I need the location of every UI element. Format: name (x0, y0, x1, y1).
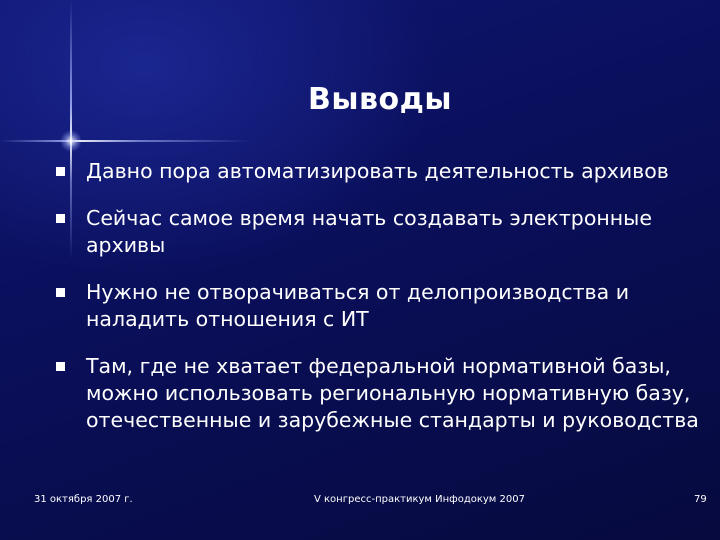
slide-title: Выводы (308, 82, 452, 117)
square-bullet-icon (56, 288, 65, 297)
light-flare-core (60, 130, 82, 152)
bullet-item (48, 205, 708, 259)
square-bullet-icon (56, 214, 65, 223)
bullet-text: Сейчас самое время начать создавать электронные архивы (86, 206, 652, 257)
light-flare-horizontal (0, 140, 250, 142)
footer-event: V конгресс-практикум Инфодокум 2007 (314, 494, 525, 505)
square-bullet-icon (56, 167, 65, 176)
bullet-list (48, 158, 708, 454)
bullet-item (48, 353, 708, 434)
bullet-text: Там, где не хватает федеральной нормативной базы, можно использовать региональную нормативную базу, отечественные и зарубежные стандарты и руководства (86, 354, 699, 432)
bullet-item (48, 158, 708, 185)
bullet-text: Нужно не отворачиваться от делопроизводства и наладить отношения с ИТ (86, 280, 630, 331)
bullet-item (48, 279, 708, 333)
square-bullet-icon (56, 362, 65, 371)
slide-number: 79 (694, 494, 707, 505)
bullet-text: Давно пора автоматизировать деятельность архивов (86, 159, 669, 183)
footer-date: 31 октября 2007 г. (34, 494, 133, 505)
